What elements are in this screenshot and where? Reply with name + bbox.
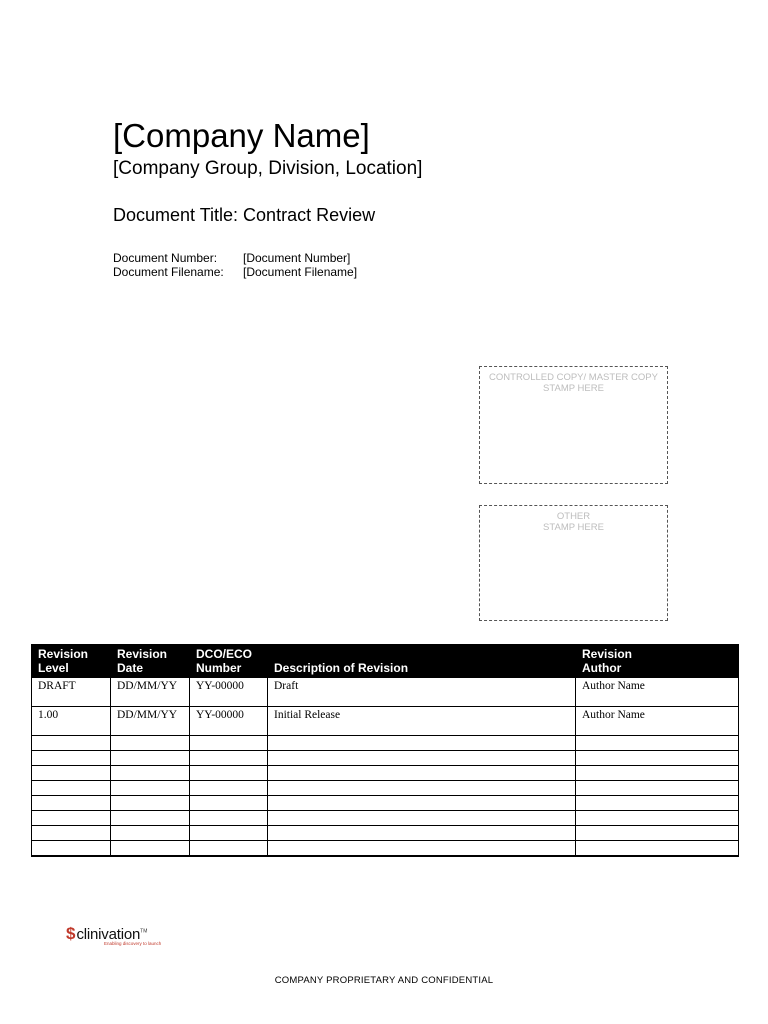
table-row-empty [32, 781, 739, 796]
table-row-empty [32, 796, 739, 811]
table-header-row [32, 645, 739, 678]
table-row-empty [32, 736, 739, 751]
cell-date: DD/MM/YY [111, 678, 190, 707]
table-row [32, 707, 739, 736]
company-name: [Company Name] [113, 117, 370, 154]
cell-dco: YY-00000 [190, 707, 268, 736]
stamp-box-line: CONTROLLED COPY/ MASTER COPY [489, 372, 658, 383]
cell-description: Initial Release [268, 707, 576, 736]
table-row-empty [32, 751, 739, 766]
company-group: [Company Group, Division, Location] [113, 158, 423, 179]
logo-wordmark: clinivation [76, 926, 141, 943]
cell-dco: YY-00000 [190, 678, 268, 707]
cell-level: 1.00 [32, 707, 111, 736]
controlled-copy-stamp-box [479, 366, 668, 484]
cell-date: DD/MM/YY [111, 707, 190, 736]
document-number-row [113, 251, 350, 265]
document-filename-row [113, 265, 357, 279]
document-number-label: Document Number: [113, 251, 218, 265]
cell-level: DRAFT [32, 678, 111, 707]
logo-trademark: TM [140, 928, 148, 935]
header-revision-level: Revision Level [32, 645, 111, 678]
header-revision-date: Revision Date [111, 645, 190, 678]
stamp-box-line: STAMP HERE [543, 383, 604, 394]
revision-history-table [31, 644, 739, 857]
cell-description: Draft [268, 678, 576, 707]
document-number-value: [Document Number] [243, 251, 351, 265]
document-filename-value: [Document Filename] [243, 265, 358, 279]
header-description: Description of Revision [268, 645, 576, 678]
cell-author: Author Name [576, 707, 739, 736]
footer-confidential: COMPANY PROPRIETARY AND CONFIDENTIAL [274, 975, 494, 986]
header-dco-eco-number: DCO/ECO Number [190, 645, 268, 678]
header-revision-author: Revision Author [576, 645, 739, 678]
other-stamp-box [479, 505, 668, 621]
table-row-empty [32, 841, 739, 856]
cell-author: Author Name [576, 678, 739, 707]
caduceus-icon: $ [66, 924, 76, 943]
table-row-empty [32, 766, 739, 781]
table-row [32, 678, 739, 707]
document-filename-label: Document Filename: [113, 265, 224, 279]
table-row-empty [32, 811, 739, 826]
document-title: Document Title: Contract Review [113, 205, 376, 225]
table-row-empty [32, 826, 739, 841]
clinivation-logo [66, 924, 162, 946]
stamp-box-line: STAMP HERE [543, 522, 604, 533]
stamp-box-line: OTHER [556, 511, 591, 522]
logo-tagline: Enabling discovery to launch [104, 941, 162, 946]
